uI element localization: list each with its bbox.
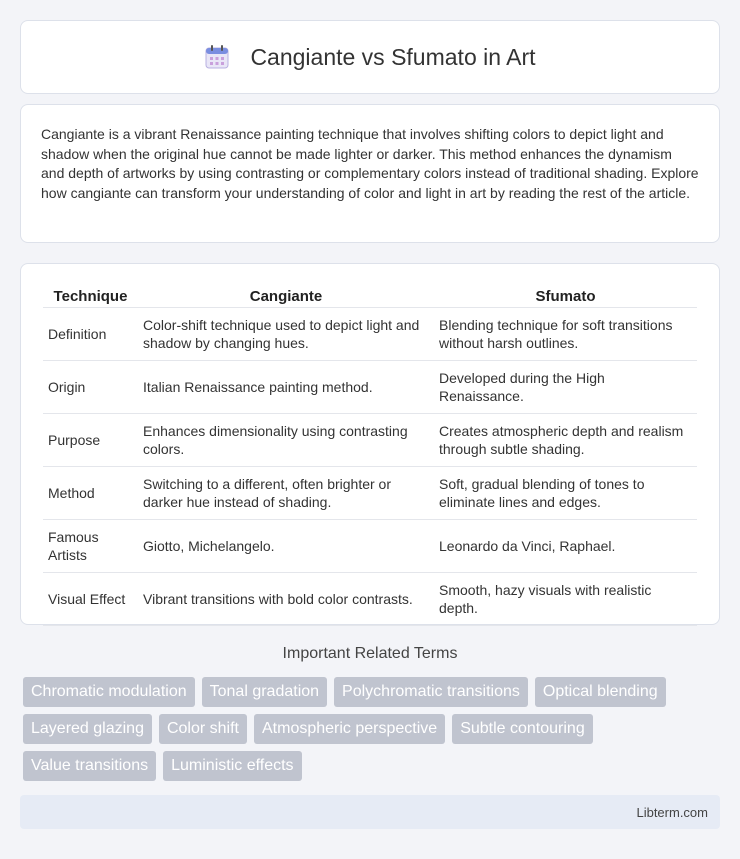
comparison-card [20, 263, 720, 625]
row-label: Definition [43, 308, 138, 361]
cangiante-cell: Italian Renaissance painting method. [138, 361, 434, 414]
cangiante-cell: Enhances dimensionality using contrasting colors. [138, 414, 434, 467]
term-tag[interactable]: Tonal gradation [202, 677, 327, 707]
cangiante-cell: Color-shift technique used to depict light and shadow by changing hues. [138, 308, 434, 361]
related-terms-title: Important Related Terms [282, 645, 458, 662]
term-tag[interactable]: Polychromatic transitions [334, 677, 528, 707]
table-header-row [43, 282, 697, 308]
intro-text: Cangiante is a vibrant Renaissance painting technique that involves shifting colors to depict light and shadow when the original hue cannot be made lighter or darker. This method enhances the dynamism and depth of artworks by using contrasting or complementary colors instead of traditional shading. Explore how cangiante can transform your understanding of color and light in art by reading the rest of the article. [41, 126, 699, 201]
sfumato-cell: Leonardo da Vinci, Raphael. [434, 520, 697, 573]
footer-site-link[interactable]: Libterm.com [636, 804, 708, 820]
intro-card [20, 104, 720, 243]
term-tag[interactable]: Optical blending [535, 677, 666, 707]
calendar-icon [204, 44, 230, 70]
sfumato-cell: Developed during the High Renaissance. [434, 361, 697, 414]
footer [20, 795, 720, 829]
term-tag[interactable]: Color shift [159, 714, 247, 744]
term-tag[interactable]: Luministic effects [163, 751, 301, 781]
row-label: Visual Effect [43, 573, 138, 626]
column-header: Cangiante [138, 282, 434, 308]
row-label: Famous Artists [43, 520, 138, 573]
row-label: Purpose [43, 414, 138, 467]
table-row [43, 308, 697, 361]
sfumato-cell: Smooth, hazy visuals with realistic depth. [434, 573, 697, 626]
term-tag[interactable]: Layered glazing [23, 714, 152, 744]
table-row [43, 520, 697, 573]
comparison-table [43, 282, 697, 626]
column-header: Sfumato [434, 282, 697, 308]
table-row [43, 414, 697, 467]
term-tag[interactable]: Chromatic modulation [23, 677, 195, 707]
table-row [43, 361, 697, 414]
cangiante-cell: Giotto, Michelangelo. [138, 520, 434, 573]
row-label: Origin [43, 361, 138, 414]
cangiante-cell: Switching to a different, often brighter or darker hue instead of shading. [138, 467, 434, 520]
header-card [20, 20, 720, 94]
cangiante-cell: Vibrant transitions with bold color contrasts. [138, 573, 434, 626]
column-header: Technique [43, 282, 138, 308]
related-terms-list [23, 677, 723, 781]
term-tag[interactable]: Atmospheric perspective [254, 714, 445, 744]
sfumato-cell: Creates atmospheric depth and realism through subtle shading. [434, 414, 697, 467]
sfumato-cell: Blending technique for soft transitions without harsh outlines. [434, 308, 697, 361]
table-row [43, 467, 697, 520]
term-tag[interactable]: Value transitions [23, 751, 156, 781]
term-tag[interactable]: Subtle contouring [452, 714, 593, 744]
table-row [43, 573, 697, 626]
page-title: Cangiante vs Sfumato in Art [250, 43, 536, 70]
row-label: Method [43, 467, 138, 520]
sfumato-cell: Soft, gradual blending of tones to eliminate lines and edges. [434, 467, 697, 520]
